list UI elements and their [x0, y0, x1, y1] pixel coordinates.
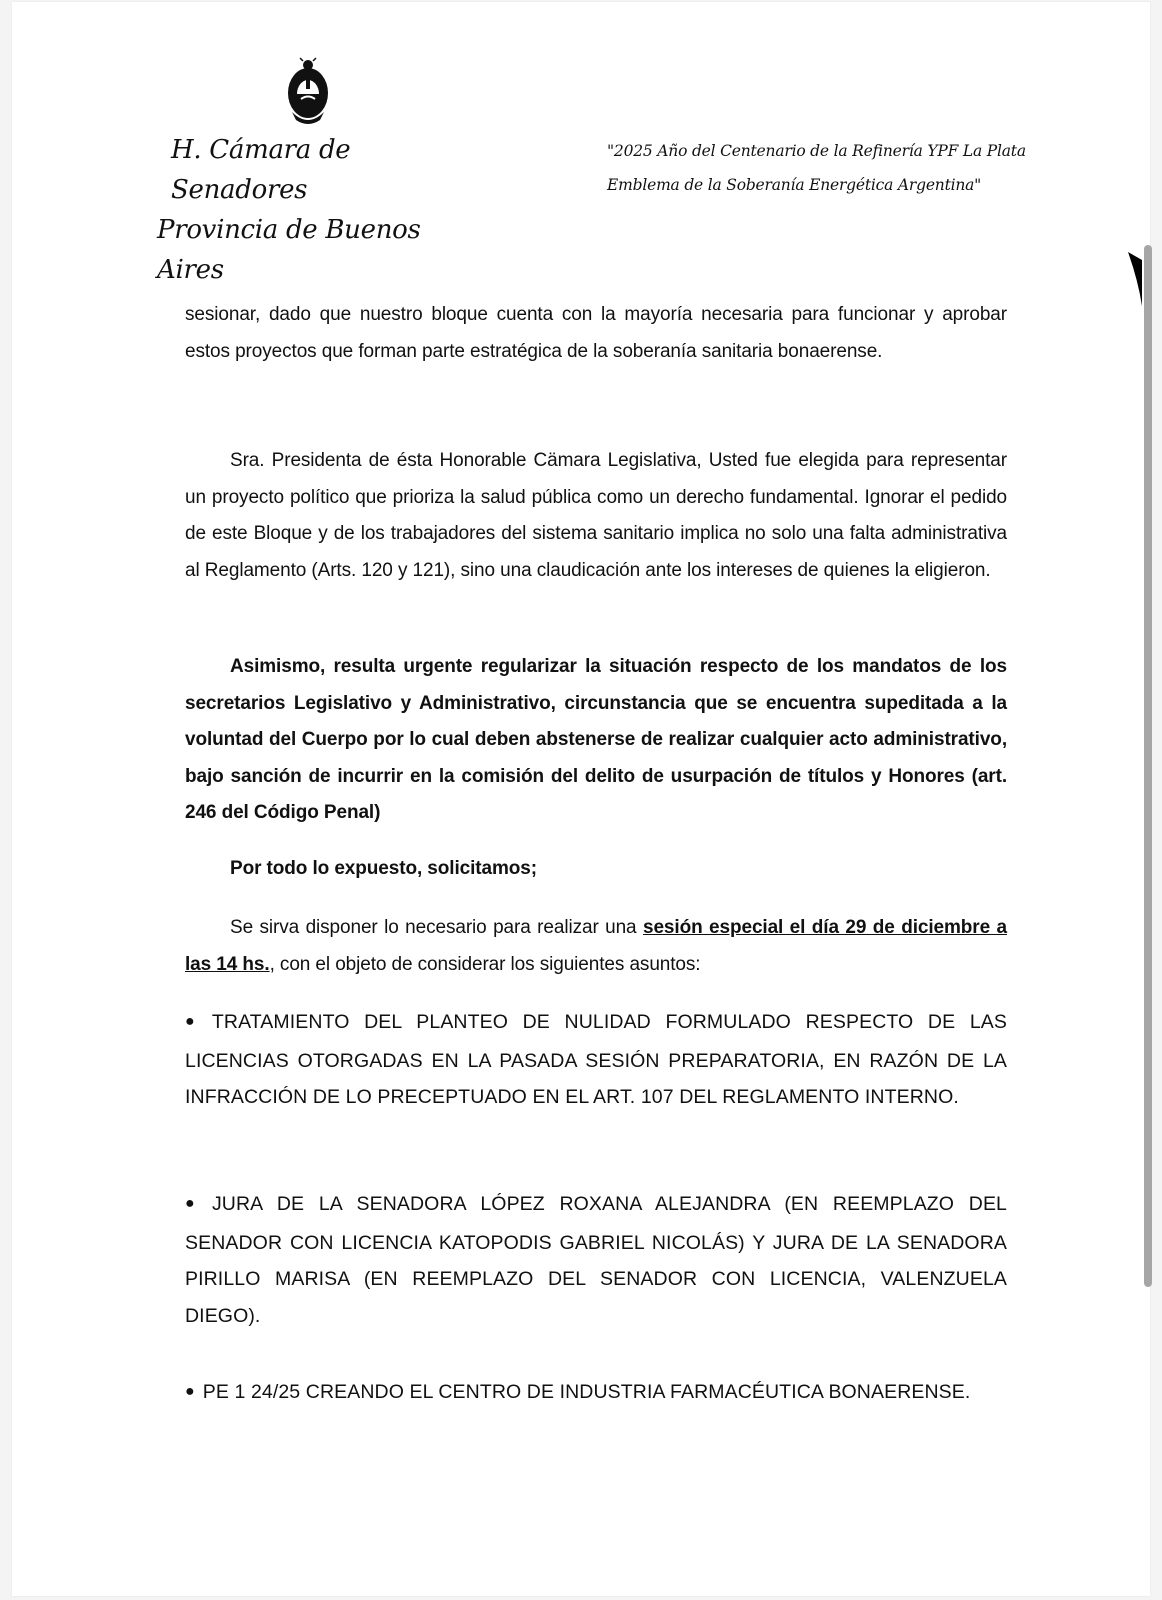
coat-of-arms-icon: [284, 57, 332, 127]
session-request-pre: Se sirva disponer lo necesario para realizar una: [230, 917, 643, 938]
paragraph-session-request: [185, 910, 1007, 983]
document-page: [12, 2, 1150, 1596]
paragraph-2: Sra. Presidenta de ésta Honorable Cämara Legislativa, Usted fue elegida para representar un proyecto político que prioriza la salud pública como un derecho fundamental. Ignorar el pedido de este Bloque y de los trabajadores del sistema sanitario implica no solo una falta administrativa al Reglamento (Arts. 120 y 121), sino una claudicación ante los intereses de quienes la eligieron.: [185, 450, 1007, 581]
page-edge-mark: [1128, 250, 1144, 310]
agenda-item: [185, 1374, 1007, 1413]
motto-line-2: Emblema de la Soberanía Energética Argentina": [607, 176, 982, 194]
paragraph-request-heading: Por todo lo expuesto, solicitamos;: [230, 858, 537, 879]
paragraph-1: sesionar, dado que nuestro bloque cuenta con la mayoría necesaria para funcionar y aprobar estos proyectos que forman parte estratégica de la soberanía sanitaria bonaerense.: [185, 304, 1007, 362]
agenda-item: [185, 1186, 1007, 1334]
letterhead-institution: [157, 130, 457, 290]
paragraph-3: Asimismo, resulta urgente regularizar la situación respecto de los mandatos de los secretarios Legislativo y Administrativo, circunstancia que se encuentra supeditada a la voluntad del Cuerpo por lo cual deben abstenerse de realizar cualquier acto administrativo, bajo sanción de incurrir en la comisión del delito de usurpación de títulos y Honores (art. 246 del Código Penal): [185, 656, 1007, 823]
agenda-item-text: TRATAMIENTO DEL PLANTEO DE NULIDAD FORMULADO RESPECTO DE LAS LICENCIAS OTORGADAS EN LA PASADA SESIÓN PREPARATORIA, EN RAZÓN DE LA INFRACCIÓN DE LO PRECEPTUADO EN EL ART. 107 DEL REGLAMENTO INTERNO.: [185, 1011, 1008, 1108]
agenda-item: [185, 1004, 1007, 1116]
agenda-item-text: PE 1 24/25 CREANDO EL CENTRO DE INDUSTRIA FARMACÉUTICA BONAERENSE.: [202, 1381, 971, 1403]
vertical-scrollbar[interactable]: [1144, 245, 1152, 1287]
bullet-icon: ●: [185, 1195, 204, 1212]
bullet-icon: ●: [185, 1383, 195, 1400]
letterhead-province: Provincia de Buenos Aires: [157, 215, 421, 285]
letterhead-motto: [607, 134, 1027, 202]
session-request-post: , con el objeto de considerar los siguientes asuntos:: [269, 953, 701, 975]
motto-line-1: "2025 Año del Centenario de la Refinería YPF La Plata: [607, 142, 1026, 160]
bullet-icon: ●: [185, 1013, 204, 1030]
letterhead-chamber: H. Cámara de Senadores: [171, 135, 351, 205]
agenda-item-text: JURA DE LA SENADORA LÓPEZ ROXANA ALEJANDRA (EN REEMPLAZO DEL SENADOR CON LICENCIA KATOPODIS GABRIEL NICOLÁS) Y JURA DE LA SENADORA PIRILLO MARISA (EN REEMPLAZO DEL SENADOR CON LICENCIA, VALENZUELA DIEGO).: [185, 1193, 1007, 1327]
session-date-highlight: sesión especial el día 29 de diciembre a las 14 hs.: [185, 917, 1007, 975]
